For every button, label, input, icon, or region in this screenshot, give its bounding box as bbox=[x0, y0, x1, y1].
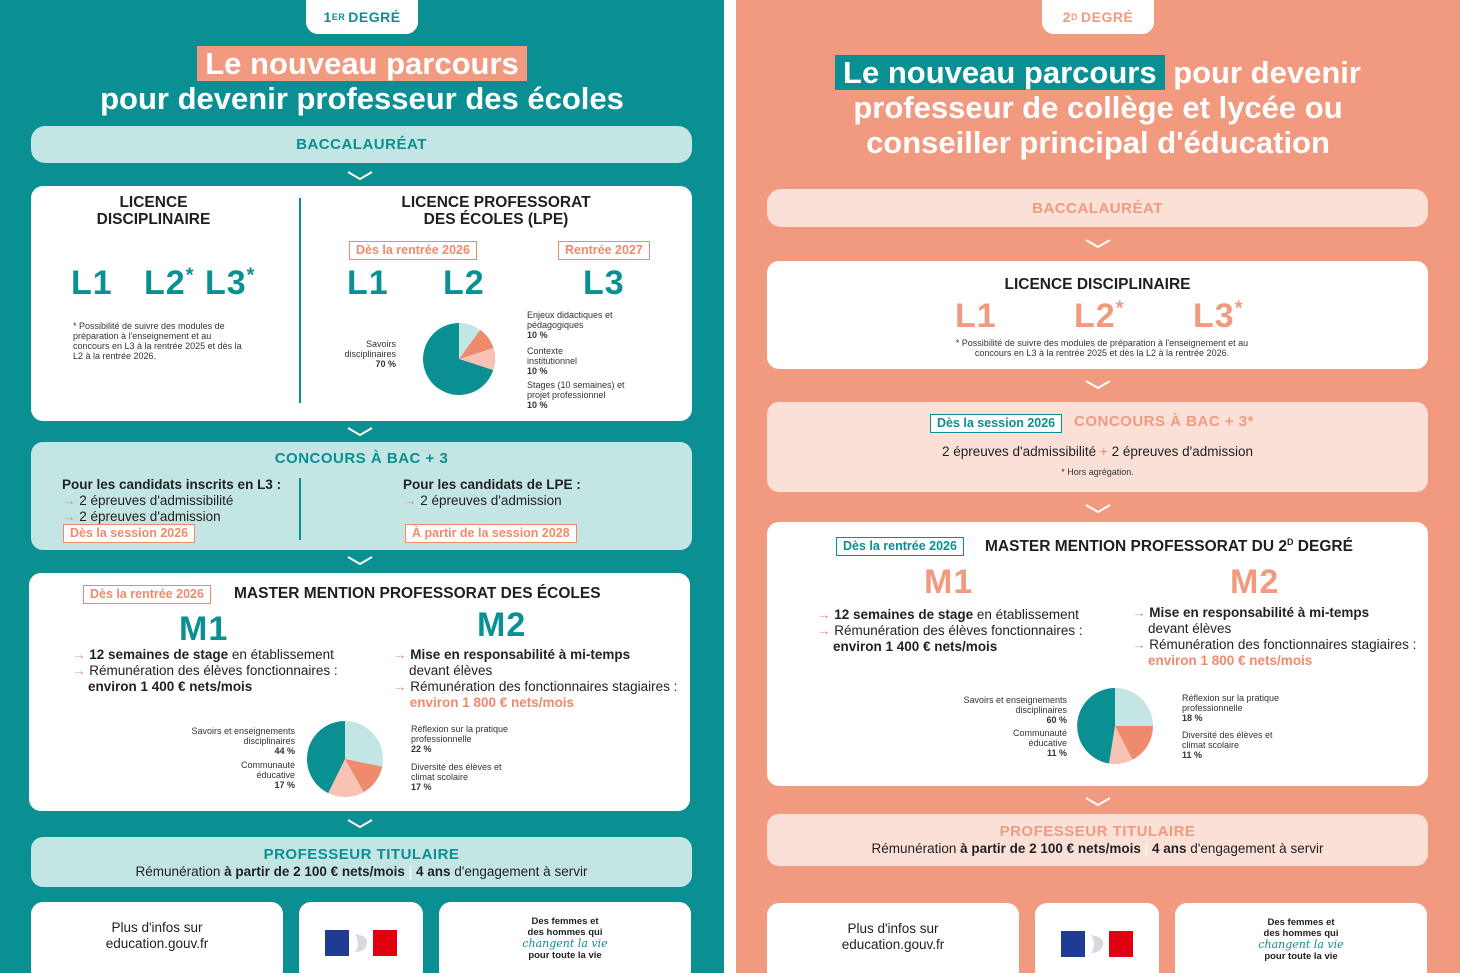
info-link[interactable]: education.gouv.fr bbox=[841, 937, 945, 952]
year-l2: L2 bbox=[144, 264, 186, 302]
master-title: MASTER MENTION PROFESSORAT DES ÉCOLES bbox=[234, 585, 601, 602]
pie-label-communaute: Communauté éducative 11 % bbox=[1012, 728, 1067, 758]
master-card bbox=[29, 573, 690, 811]
concours-lpe-heading: Pour les candidats de LPE : bbox=[403, 477, 581, 492]
concours-l3-heading: Pour les candidats inscrits en L3 : bbox=[62, 477, 282, 492]
republique-logo-card bbox=[1035, 903, 1159, 973]
year-l1: L1 bbox=[955, 297, 997, 335]
chevron-down-icon bbox=[347, 171, 373, 181]
pie-label-diversite: Diversité des élèves et climat scolaire 11 % bbox=[1182, 730, 1273, 760]
m2-details: → Mise en responsabilité à mi-temps devant élèves → Rémunération des fonctionnaires stagiaires : environ 1 800 € nets/mois bbox=[1132, 605, 1417, 668]
m2-details: → Mise en responsabilité à mi-temps devant élèves → Rémunération des fonctionnaires stagiaires : environ 1 800 € nets/mois bbox=[393, 647, 678, 710]
licence-footnote: * Possibilité de suivre des modules de préparation à l'enseignement et au concours en L3 à la rentrée 2025 et dès la L2 à la rentrée 2026. bbox=[73, 321, 242, 361]
chevron-down-icon bbox=[1085, 504, 1111, 514]
slogan-card bbox=[439, 902, 691, 973]
pie-label-savoirs: Savoirs et enseignements disciplinaires 44 % bbox=[191, 726, 295, 756]
concours-title: CONCOURS À BAC + 3 bbox=[274, 450, 449, 467]
licence-footnote: * Possibilité de suivre des modules de préparation à l'enseignement et au concours en L3 à la rentrée 2025 et dès la L2 à la rentrée 2026. bbox=[955, 338, 1249, 358]
pie-label-savoirs: Savoirs disciplinaires 70 % bbox=[344, 339, 396, 369]
slogan-text: Des femmes et des hommes qui changent la vie pour toute la vie bbox=[522, 916, 608, 961]
year-l2: L2* bbox=[1074, 297, 1125, 335]
concours-card bbox=[767, 402, 1428, 492]
master-m2: M2 bbox=[477, 606, 527, 644]
concours-card bbox=[31, 442, 692, 550]
master-m1: M1 bbox=[924, 563, 974, 601]
lpe-year-l3: L3 bbox=[583, 264, 625, 302]
concours-note: * Hors agrégation. bbox=[1061, 467, 1134, 477]
republique-francaise-logo-icon bbox=[325, 930, 397, 956]
master-pie-chart bbox=[305, 719, 385, 799]
titulaire-card bbox=[767, 814, 1428, 866]
master-card bbox=[767, 522, 1428, 786]
baccalaureat-step: BACCALAURÉAT bbox=[31, 126, 692, 163]
pie-label-savoirs: Savoirs et enseignements disciplinaires 60 % bbox=[963, 695, 1067, 725]
tag-master-2026: Dès la rentrée 2026 bbox=[83, 585, 211, 604]
title-highlight: Le nouveau parcours bbox=[835, 55, 1165, 90]
chevron-down-icon bbox=[347, 819, 373, 829]
titulaire-title: PROFESSEUR TITULAIRE bbox=[263, 846, 460, 863]
tag-rentree-2026: Dès la rentrée 2026 bbox=[349, 241, 477, 260]
left-panel-first-degree bbox=[0, 0, 724, 973]
licence-card bbox=[767, 261, 1428, 369]
title-highlight: Le nouveau parcours bbox=[197, 46, 527, 81]
tab-second-degree bbox=[1042, 0, 1154, 34]
chevron-down-icon bbox=[1085, 380, 1111, 390]
chevron-down-icon bbox=[1085, 797, 1111, 807]
tag-rentree-2027: Rentrée 2027 bbox=[558, 241, 650, 260]
republique-logo-card bbox=[299, 902, 423, 973]
chevron-down-icon bbox=[1085, 239, 1111, 249]
title-line-2: pour devenir professeur des écoles bbox=[100, 81, 624, 116]
year-l1: L1 bbox=[71, 264, 113, 302]
pie-label-reflexion: Réflexion sur la pratique professionnelle 18 % bbox=[1182, 693, 1280, 723]
info-link[interactable]: education.gouv.fr bbox=[105, 936, 209, 951]
baccalaureat-step: BACCALAURÉAT bbox=[767, 189, 1428, 227]
titulaire-details: Rémunération à partir de 2 100 € nets/mois | 4 ans d'engagement à servir bbox=[871, 841, 1324, 856]
year-l3: L3 bbox=[204, 264, 247, 302]
titulaire-details: Rémunération à partir de 2 100 € nets/mois | 4 ans d'engagement à servir bbox=[135, 864, 588, 879]
info-text: Plus d'infos sur education.gouv.fr bbox=[841, 921, 945, 952]
tag-session-2026: Dès la session 2026 bbox=[63, 524, 195, 543]
republique-francaise-logo-icon bbox=[1061, 931, 1133, 957]
tag-session-2026: Dès la session 2026 bbox=[930, 414, 1062, 433]
page-title bbox=[0, 46, 724, 116]
pie-label-communaute: Communauté éducative 17 % bbox=[240, 760, 295, 790]
lpe-pie-chart bbox=[419, 319, 499, 399]
divider bbox=[299, 198, 301, 403]
right-panel-second-degree bbox=[736, 0, 1460, 973]
pie-label-diversite: Diversité des élèves et climat scolaire 17 % bbox=[411, 762, 502, 792]
licence-disciplinaire-years: L1 L2* L3* bbox=[71, 264, 256, 302]
master-pie-chart bbox=[1075, 686, 1155, 766]
chevron-down-icon bbox=[347, 556, 373, 566]
tab-word: DEGRÉ bbox=[1081, 9, 1134, 25]
year-l3: L3* bbox=[1193, 297, 1244, 335]
master-m1: M1 bbox=[179, 610, 229, 648]
info-text: Plus d'infos sur education.gouv.fr bbox=[105, 920, 209, 951]
tag-session-2028: À partir de la session 2028 bbox=[405, 524, 577, 543]
tab-number: 1 bbox=[323, 9, 332, 25]
master-m2: M2 bbox=[1230, 563, 1280, 601]
titulaire-card bbox=[31, 837, 692, 887]
pie-label-reflexion: Réflexion sur la pratique professionnelle 22 % bbox=[411, 724, 509, 754]
m1-details: → 12 semaines de stage en établissement → Rémunération des élèves fonctionnaires : environ 1 400 € nets/mois bbox=[72, 647, 338, 694]
lpe-year-l2: L2 bbox=[443, 264, 485, 302]
concours-lpe-block: Pour les candidats de LPE : → 2 épreuves d'admission bbox=[403, 477, 581, 508]
slogan-card bbox=[1175, 903, 1427, 973]
tab-sup: ER bbox=[331, 12, 346, 22]
pie-label-stages: Stages (10 semaines) et projet professionnel 10 % bbox=[527, 380, 625, 410]
tab-sup: D bbox=[1071, 12, 1078, 22]
tab-word: DEGRÉ bbox=[348, 9, 401, 25]
concours-title: CONCOURS À BAC + 3* bbox=[1074, 413, 1254, 430]
tag-master-2026: Dès la rentrée 2026 bbox=[836, 537, 964, 556]
pie-label-enjeux: Enjeux didactiques et pédagogiques 10 % bbox=[527, 310, 613, 340]
pie-slice-reflexion bbox=[345, 721, 383, 767]
page-title: Le nouveau parcours pour devenir professeur de collège et lycée ou conseiller principal d'éducation bbox=[736, 55, 1460, 160]
slogan-text: Des femmes et des hommes qui changent la vie pour toute la vie bbox=[1258, 917, 1344, 962]
lpe-title: LICENCE PROFESSORAT DES ÉCOLES (LPE) bbox=[401, 194, 591, 228]
info-card bbox=[767, 903, 1019, 973]
licence-card bbox=[31, 186, 692, 421]
m1-details: → 12 semaines de stage en établissement → Rémunération des élèves fonctionnaires : environ 1 400 € nets/mois bbox=[817, 607, 1083, 654]
concours-l3-block: Pour les candidats inscrits en L3 : → 2 épreuves d'admissibilité → 2 épreuves d'admission bbox=[62, 477, 282, 524]
lpe-year-l1: L1 bbox=[347, 264, 389, 302]
info-card bbox=[31, 902, 283, 973]
tab-number: 2 bbox=[1062, 9, 1071, 25]
licence-title: LICENCE DISCIPLINAIRE bbox=[1004, 276, 1191, 293]
pie-slice-savoirs bbox=[1077, 688, 1115, 764]
pie-label-contexte: Contexte institutionnel 10 % bbox=[527, 346, 578, 376]
master-title: MASTER MENTION PROFESSORAT DU $2^D$ DEGRÉ bbox=[985, 537, 1353, 556]
licence-disciplinaire-title: LICENCE DISCIPLINAIRE bbox=[96, 194, 211, 228]
tab-first-degree bbox=[306, 0, 418, 34]
chevron-down-icon bbox=[347, 427, 373, 437]
titulaire-title: PROFESSEUR TITULAIRE bbox=[999, 823, 1196, 840]
divider bbox=[299, 478, 301, 540]
concours-details: 2 épreuves d'admissibilité + 2 épreuves d'admission bbox=[942, 444, 1253, 459]
